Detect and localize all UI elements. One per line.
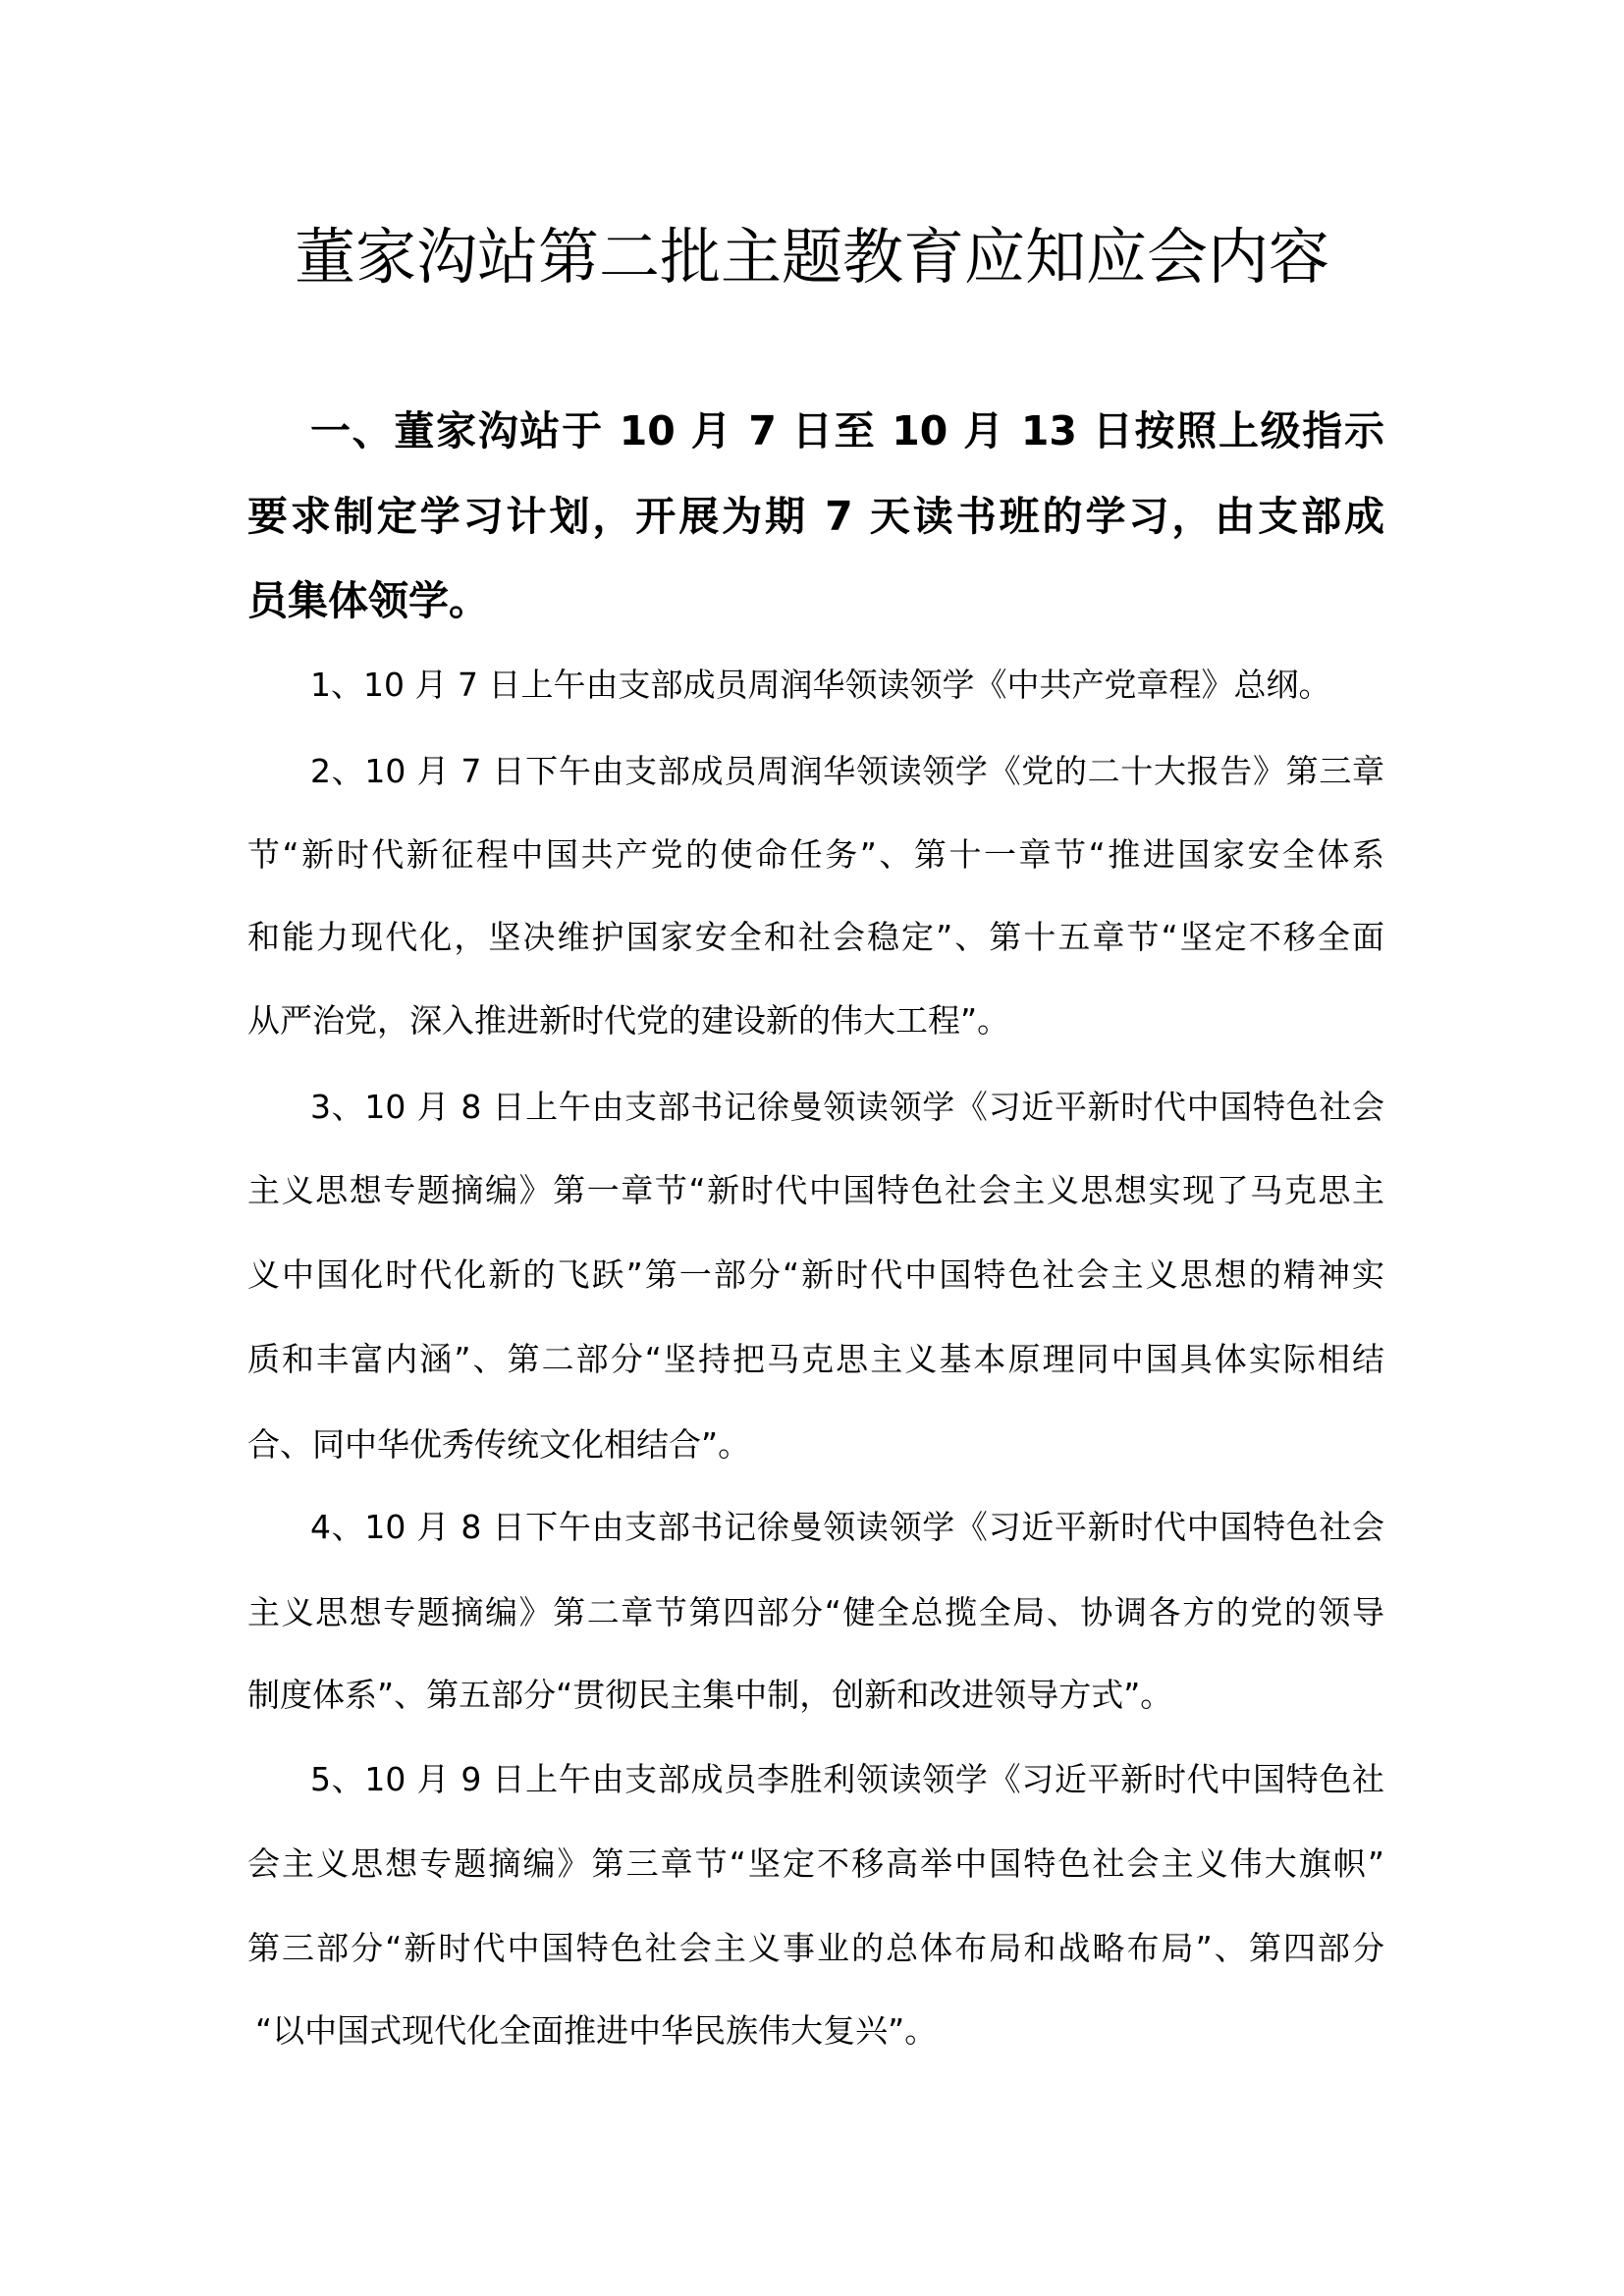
- paragraph-line: 从严治党，深入推进新时代党的建设新的伟大工程”。: [247, 1001, 1010, 1040]
- heading-line: 一、董家沟站于 10 月 7 日至 10 月 13 日按照上级指示: [310, 407, 1384, 454]
- paragraph-line: 质和丰富内涵”、第二部分“坚持把马克思主义基本原理同中国具体实际相结: [247, 1340, 1384, 1378]
- paragraph-line: 1、10 月 7 日上午由支部成员周润华领读领学《中共产党章程》总纲。: [310, 666, 1331, 704]
- heading-line: 员集体领学。: [247, 577, 489, 624]
- paragraph-line: 节“新时代新征程中国共产党的使命任务”、第十一章节“推进国家安全体系: [247, 835, 1384, 874]
- paragraph-line: 合、同中华优秀传统文化相结合”。: [247, 1425, 751, 1464]
- paragraph-line: 会主义思想专题摘编》第三章节“坚定不移高举中国特色社会主义伟大旗帜”: [247, 1844, 1384, 1883]
- document-title: 董家沟站第二批主题教育应知应会内容: [294, 221, 1329, 293]
- paragraph-line: 5、10 月 9 日上午由支部成员李胜利领读领学《习近平新时代中国特色社: [310, 1760, 1384, 1798]
- paragraph-line: 主义思想专题摘编》第二章节第四部分“健全总揽全局、协调各方的党的领导: [247, 1593, 1384, 1631]
- paragraph-line: “以中国式现代化全面推进中华民族伟大复兴”。: [255, 2011, 938, 2050]
- paragraph-line: 3、10 月 8 日上午由支部书记徐曼领读领学《习近平新时代中国特色社会: [310, 1088, 1384, 1126]
- paragraph-line: 第三部分“新时代中国特色社会主义事业的总体布局和战略布局”、第四部分: [247, 1929, 1384, 1967]
- paragraph-line: 4、10 月 8 日下午由支部书记徐曼领读领学《习近平新时代中国特色社会: [310, 1508, 1384, 1546]
- paragraph-line: 义中国化时代化新的飞跃”第一部分“新时代中国特色社会主义思想的精神实: [247, 1255, 1384, 1294]
- paragraph-line: 和能力现代化，坚决维护国家安全和社会稳定”、第十五章节“坚定不移全面: [247, 918, 1384, 956]
- paragraph-line: 主义思想专题摘编》第一章节“新时代中国特色社会主义思想实现了马克思主: [247, 1171, 1384, 1209]
- paragraph-line: 制度体系”、第五部分“贯彻民主集中制，创新和改进领导方式”。: [247, 1676, 1173, 1714]
- paragraph-line: 2、10 月 7 日下午由支部成员周润华领读领学《党的二十大报告》第三章: [310, 752, 1384, 790]
- heading-line: 要求制定学习计划，开展为期 7 天读书班的学习，由支部成: [247, 493, 1384, 540]
